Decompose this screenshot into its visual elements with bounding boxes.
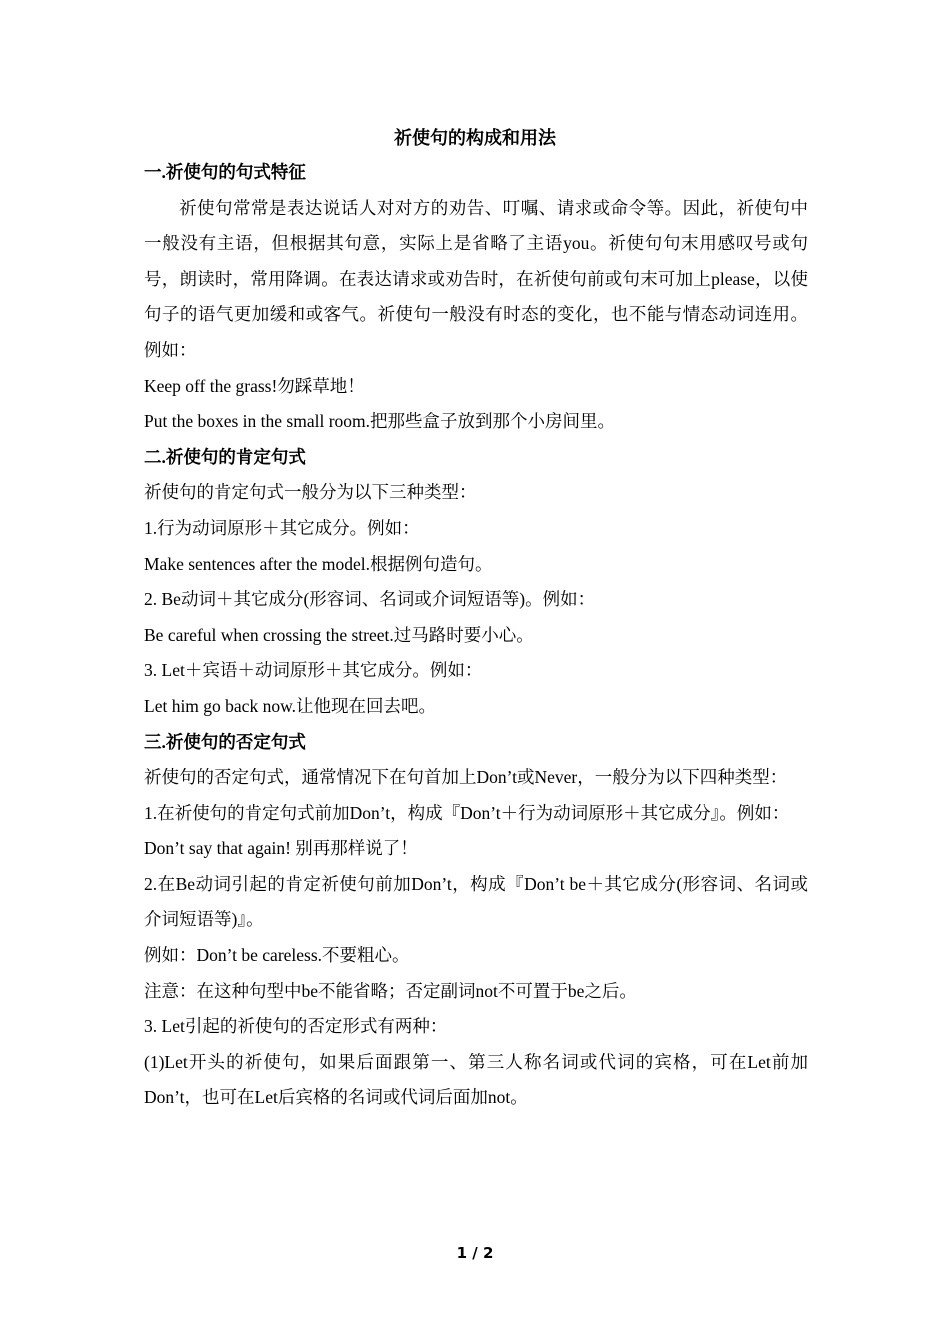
section1-paragraph: 祈使句常常是表达说话人对对方的劝告、叮嘱、请求或命令等。因此，祈使句中一般没有主语，但根据其句意，实际上是省略了主语you。祈使句句末用感叹号或句号，朗读时，常用降调。在表达请求或劝告时，在祈使句前或句末可加上please，以使句子的语气更加缓和或客气。祈使句一般没有时态的变化，也不能与情态动词连用。例如： <box>144 197 808 360</box>
section2-type-1: 1.行为动词原形＋其它成分。例如： <box>144 517 420 538</box>
section-heading-3: 三.祈使句的否定句式 <box>144 731 306 752</box>
document-title: 祈使句的构成和用法 <box>394 128 556 148</box>
section-heading-1: 一.祈使句的句式特征 <box>144 162 306 182</box>
document-body <box>144 155 808 1116</box>
section2-type-3-example: Let him go back now.让他现在回去吧。 <box>144 695 436 716</box>
section3-type-1-example: Don’t say that again! 别再那样说了！ <box>144 838 418 859</box>
section3-type-3-sub-1: (1)Let开头的祈使句，如果后面跟第一、第三人称名词或代词的宾格，可在Let前加Don’t，也可在Let后宾格的名词或代词后面加not。 <box>144 1051 808 1108</box>
section1-example-1: Keep off the grass!勿踩草地！ <box>144 375 365 396</box>
section3-type-2-example: 例如：Don’t be careless.不要粗心。 <box>144 945 410 966</box>
section2-type-1-example: Make sentences after the model.根据例句造句。 <box>144 553 493 574</box>
section1-example-2: Put the boxes in the small room.把那些盒子放到那个小房间里。 <box>144 411 616 432</box>
section-heading-2: 二.祈使句的肯定句式 <box>144 446 306 467</box>
section2-intro: 祈使句的肯定句式一般分为以下三种类型： <box>144 482 477 503</box>
section3-type-2-note: 注意：在这种句型中be不能省略；否定副词not不可置于be之后。 <box>144 980 637 1001</box>
section2-type-2: 2. Be动词＋其它成分(形容词、名词或介词短语等)。例如： <box>144 589 596 610</box>
section2-type-2-example: Be careful when crossing the street.过马路时要小心。 <box>144 624 534 645</box>
page-number: 1 / 2 <box>456 1244 494 1262</box>
section3-type-2: 2.在Be动词引起的肯定祈使句前加Don’t，构成『Don’t be＋其它成分(形容词、名词或介词短语等)』。 <box>144 873 808 930</box>
section3-type-1: 1.在祈使句的肯定句式前加Don’t，构成『Don’t＋行为动词原形＋其它成分』。例如： <box>144 802 790 823</box>
section3-intro: 祈使句的否定句式，通常情况下在句首加上Don’t或Never，一般分为以下四种类型： <box>144 767 788 788</box>
section3-type-3: 3. Let引起的祈使句的否定形式有两种： <box>144 1016 448 1037</box>
section2-type-3: 3. Let＋宾语＋动词原形＋其它成分。例如： <box>144 660 483 681</box>
